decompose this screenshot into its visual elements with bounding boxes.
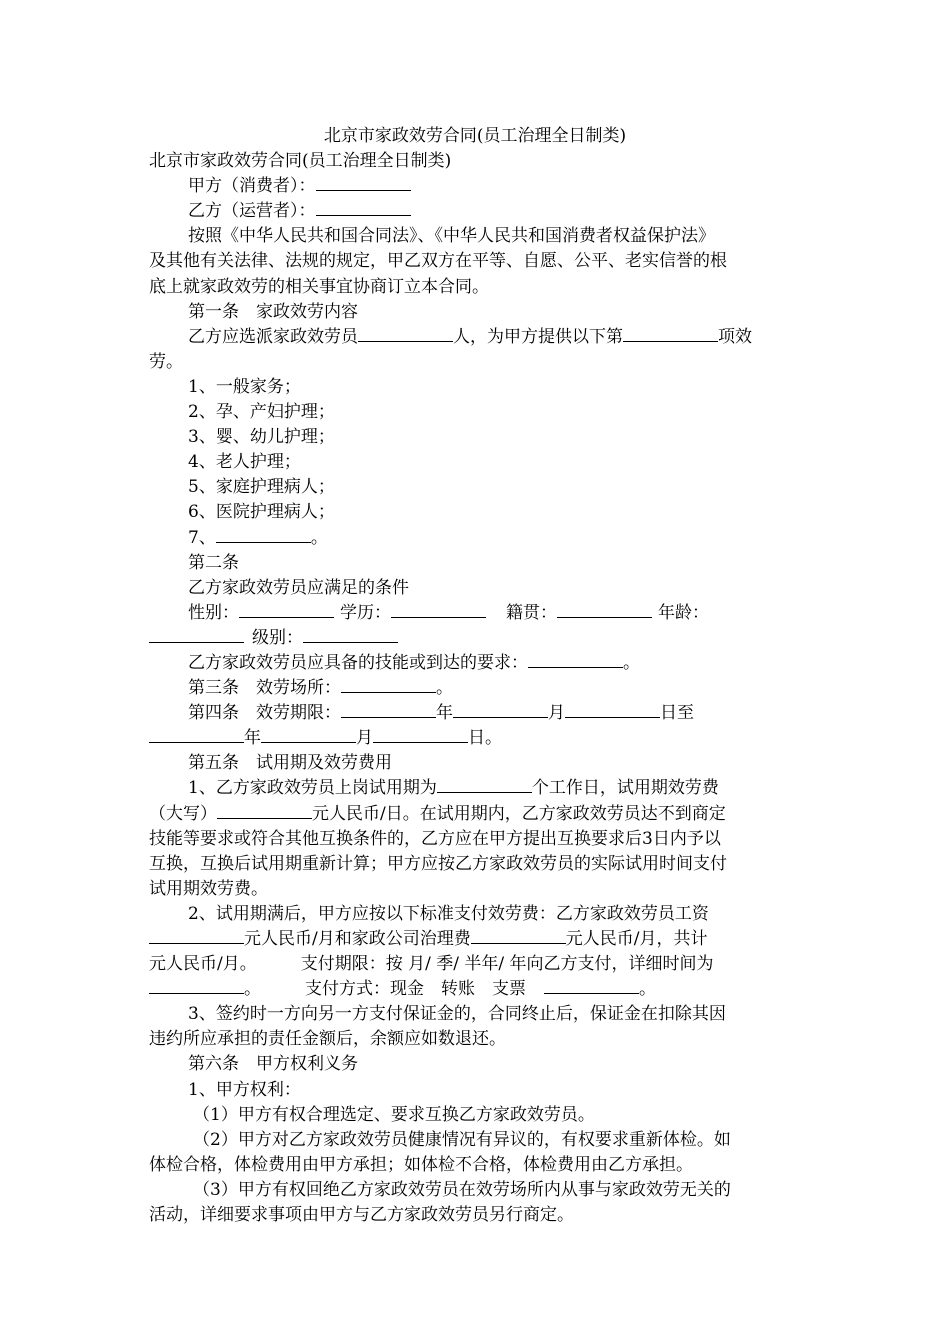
service-item: 5、家庭护理病人； (188, 477, 335, 498)
conditions-line-2 (149, 626, 801, 651)
text: 年 (436, 703, 453, 724)
service-item: 2、孕、产妇护理； (188, 402, 335, 423)
blank-field[interactable] (239, 602, 334, 618)
service-item: 4、老人护理； (188, 452, 301, 473)
text: 支付期限：按 月/ 季/ 半年/ 年向乙方支付，详细时间为 (300, 954, 714, 975)
text: 元人民币/月和家政公司治理费 (244, 929, 471, 949)
text: 第四条 效劳期限： (188, 703, 341, 724)
article-3 (149, 676, 801, 701)
article-5-2-cont (149, 952, 801, 977)
origin-label: 籍贯： (506, 602, 557, 623)
blank-field[interactable] (565, 702, 660, 718)
article-5-2-cont (149, 977, 801, 1002)
article-6-right-1: （1）甲方有权合理选定、要求互换乙方家政效劳员。 (193, 1104, 595, 1125)
document-subtitle: 北京市家政效劳合同(员工治理全日制类) (149, 151, 452, 172)
contract-page (149, 124, 801, 1228)
article-5-3-cont: 违约所应承担的责任金额后，余额应如数退还。 (149, 1029, 506, 1050)
blank-field[interactable] (217, 803, 312, 819)
blank-field[interactable] (149, 928, 244, 944)
text: 。 (310, 527, 328, 548)
text: 元人民币/日。在试用期内，乙方家政效劳员达不到商定 (312, 803, 726, 824)
article-5-1-cont: 技能等要求或符合其他互换条件的，乙方应在甲方提出互换要求后3日内予以 (149, 828, 721, 849)
text: 项效 (718, 326, 752, 347)
article-6-right-2-cont: 体检合格，体检费用由甲方承担；如体检不合格，体检费用由乙方承担。 (149, 1154, 693, 1175)
blank-field[interactable] (316, 200, 411, 216)
intro-line-2: 及其他有关法律、法规的规定，甲乙双方在平等、自愿、公平、老实信誉的根 (149, 251, 727, 272)
text: 乙方应选派家政效劳员 (188, 326, 358, 347)
text: 人，为甲方提供以下第 (453, 326, 623, 347)
text: 。 (639, 979, 656, 1000)
text: 。 (436, 678, 453, 699)
article-4 (149, 701, 801, 726)
text: 元人民币/月，共计 (565, 929, 708, 949)
intro-line-1: 按照《中华人民共和国合同法》、《中华人民共和国消费者权益保护法》 (188, 226, 715, 247)
article-6-title: 第六条 甲方权利义务 (188, 1054, 358, 1075)
blank-field[interactable] (544, 978, 639, 994)
text: （大写） (149, 803, 217, 824)
article-5-2: 2、试用期满后，甲方应按以下标准支付效劳费：乙方家政效劳员工资 (188, 903, 709, 924)
blank-field[interactable] (303, 627, 398, 643)
service-item: 3、婴、幼儿护理； (188, 427, 335, 448)
blank-field[interactable] (261, 727, 356, 743)
party-b-label: 乙方（运营者）： (188, 201, 316, 222)
text: 。 (244, 979, 261, 1000)
article-5-3: 3、签约时一方向另一方支付保证金的，合同终止后，保证金在扣除其因 (188, 1004, 726, 1025)
article-6-right-3: （3）甲方有权回绝乙方家政效劳员在效劳场所内从事与家政效劳无关的 (193, 1179, 731, 1200)
text: 。 (623, 652, 640, 673)
article-6-1: 1、甲方权利： (188, 1079, 301, 1100)
article-5-2-cont (149, 927, 801, 952)
text: 日至 (660, 703, 694, 724)
article-6-right-2: （2）甲方对乙方家政效劳员健康情况有异议的，有权要求重新体检。如 (193, 1129, 731, 1150)
text: 第三条 效劳场所： (188, 678, 341, 699)
blank-field[interactable] (557, 602, 652, 618)
blank-field[interactable] (149, 727, 244, 743)
blank-field[interactable] (149, 627, 244, 643)
blank-field[interactable] (316, 175, 411, 191)
text: 个工作日，试用期效劳费 (531, 778, 719, 799)
document-title: 北京市家政效劳合同(员工治理全日制类) (323, 126, 627, 146)
text: 支付方式：现金 转账 支票 (305, 979, 526, 1000)
blank-field[interactable] (437, 777, 532, 793)
blank-field[interactable] (623, 326, 718, 342)
article-1-title: 第一条 家政效劳内容 (188, 301, 358, 322)
party-b-line (149, 199, 801, 224)
age-label: 年龄： (658, 602, 709, 623)
text: 月 (548, 703, 565, 724)
text: 日。 (468, 728, 502, 749)
skills-line (149, 651, 801, 676)
article-1-para (149, 325, 801, 350)
education-label: 学历： (340, 602, 391, 623)
article-5-1-cont (149, 802, 801, 827)
text: 月 (356, 728, 373, 749)
blank-field[interactable] (373, 727, 468, 743)
article-5-1-cont: 试用期效劳费。 (149, 878, 268, 899)
party-a-line (149, 174, 801, 199)
text: 元人民币/月。 (149, 954, 257, 975)
blank-field[interactable] (471, 928, 566, 944)
text: 年 (244, 728, 261, 749)
article-2-subtitle: 乙方家政效劳员应满足的条件 (188, 577, 409, 598)
gender-label: 性别： (188, 602, 239, 623)
article-5-1-cont: 互换，互换后试用期重新计算；甲方应按乙方家政效劳员的实际试用时间支付 (149, 853, 727, 874)
blank-field[interactable] (341, 702, 436, 718)
blank-field[interactable] (341, 677, 436, 693)
service-item (149, 526, 801, 551)
blank-field[interactable] (528, 652, 623, 668)
text: 乙方家政效劳员应具备的技能或到达的要求： (188, 652, 528, 673)
service-item: 6、医院护理病人； (188, 502, 335, 523)
article-4-cont (149, 726, 801, 751)
article-2-title: 第二条 (188, 552, 239, 573)
blank-field[interactable] (391, 602, 486, 618)
article-6-right-3-cont: 活动，详细要求事项由甲方与乙方家政效劳员另行商定。 (149, 1205, 574, 1226)
blank-field[interactable] (149, 978, 244, 994)
article-5-title: 第五条 试用期及效劳费用 (188, 753, 392, 774)
blank-field[interactable] (358, 326, 453, 342)
party-a-label: 甲方（消费者）： (188, 176, 316, 197)
text: 1、乙方家政效劳员上岗试用期为 (188, 778, 437, 799)
blank-field[interactable] (453, 702, 548, 718)
intro-line-3: 底上就家政效劳的相关事宜协商订立本合同。 (149, 276, 489, 297)
level-label: 级别： (252, 627, 303, 648)
article-5-1 (149, 776, 801, 801)
conditions-line (149, 601, 801, 626)
service-item: 1、一般家务； (188, 376, 301, 397)
text: 7、 (188, 527, 216, 548)
article-1-para-cont: 劳。 (149, 351, 183, 372)
blank-field[interactable] (216, 527, 311, 543)
